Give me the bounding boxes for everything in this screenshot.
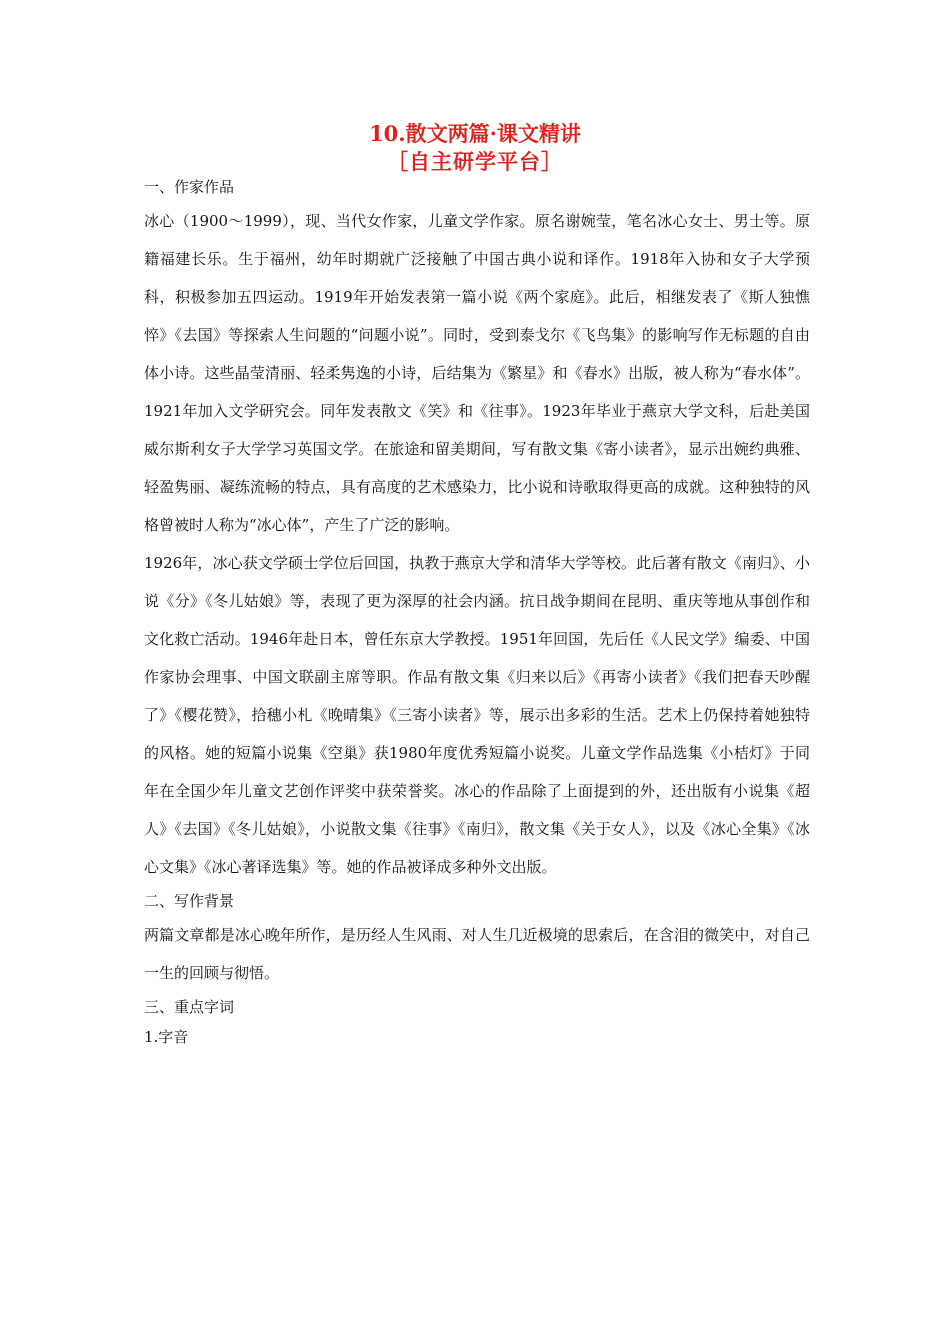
section-heading-vocabulary: 三、重点字词 bbox=[144, 998, 235, 1016]
paragraph-background: 两篇文章都是冰心晚年所作，是历经人生风雨、对人生几近极境的思索后，在含泪的微笑中，对自己一生的回顾与彻悟。 bbox=[144, 926, 810, 982]
paragraph-author-bio-1: 冰心（1900～1999），现、当代女作家，儿童文学作家。原名谢婉莹，笔名冰心女士、男士等。原籍福建长乐。生于福州，幼年时期就广泛接触了中国古典小说和译作。1918年入协和女子大学预科，积极参加五四运动。1919年开始发表第一篇小说《两个家庭》。此后，相继发表了《斯人独憔悴》《去国》等探索人生问题的“问题小说”。同时，受到泰戈尔《飞鸟集》的影响写作无标题的自由体小诗。这些晶莹清丽、轻柔隽逸的小诗，后结集为《繁星》和《春水》出版，被人称为“春水体”。1921年加入文学研究会。同年发表散文《笑》和《往事》。1923年毕业于燕京大学文科，后赴美国威尔斯利女子大学学习英国文学。在旅途和留美期间，写有散文集《寄小读者》，显示出婉约典雅、轻盈隽丽、凝练流畅的特点，具有高度的艺术感染力，比小说和诗歌取得更高的成就。这种独特的风格曾被时人称为“冰心体”，产生了广泛的影响。 bbox=[144, 212, 810, 534]
paragraph-author-bio-2: 1926年，冰心获文学硕士学位后回国，执教于燕京大学和清华大学等校。此后著有散文《南归》、小说《分》《冬儿姑娘》等，表现了更为深厚的社会内涵。抗日战争期间在昆明、重庆等地从事创作和文化救亡活动。1946年赴日本，曾任东京大学教授。1951年回国，先后任《人民文学》编委、中国作家协会理事、中国文联副主席等职。作品有散文集《归来以后》《再寄小读者》《我们把春天吵醒了》《樱花赞》，拾穗小札《晚晴集》《三寄小读者》等，展示出多彩的生活。艺术上仍保持着她独特的风格。她的短篇小说集《空巢》获1980年度优秀短篇小说奖。儿童文学作品选集《小桔灯》于同年在全国少年儿童文艺创作评奖中获荣誉奖。冰心的作品除了上面提到的外，还出版有小说集《超人》《去国》《冬儿姑娘》，小说散文集《往事》《南归》，散文集《关于女人》，以及《冰心全集》《冰心文集》《冰心著译选集》等。她的作品被译成多种外文出版。 bbox=[144, 554, 810, 876]
subheading-pronunciation: 1.字音 bbox=[144, 1028, 189, 1046]
document-body bbox=[144, 172, 810, 1052]
section-heading-author: 一、作家作品 bbox=[144, 178, 235, 196]
section-heading-background: 二、写作背景 bbox=[144, 892, 235, 910]
document-subtitle: ［自主研学平台］ bbox=[387, 149, 563, 174]
document-title: 10.散文两篇·课文精讲 bbox=[369, 121, 581, 146]
